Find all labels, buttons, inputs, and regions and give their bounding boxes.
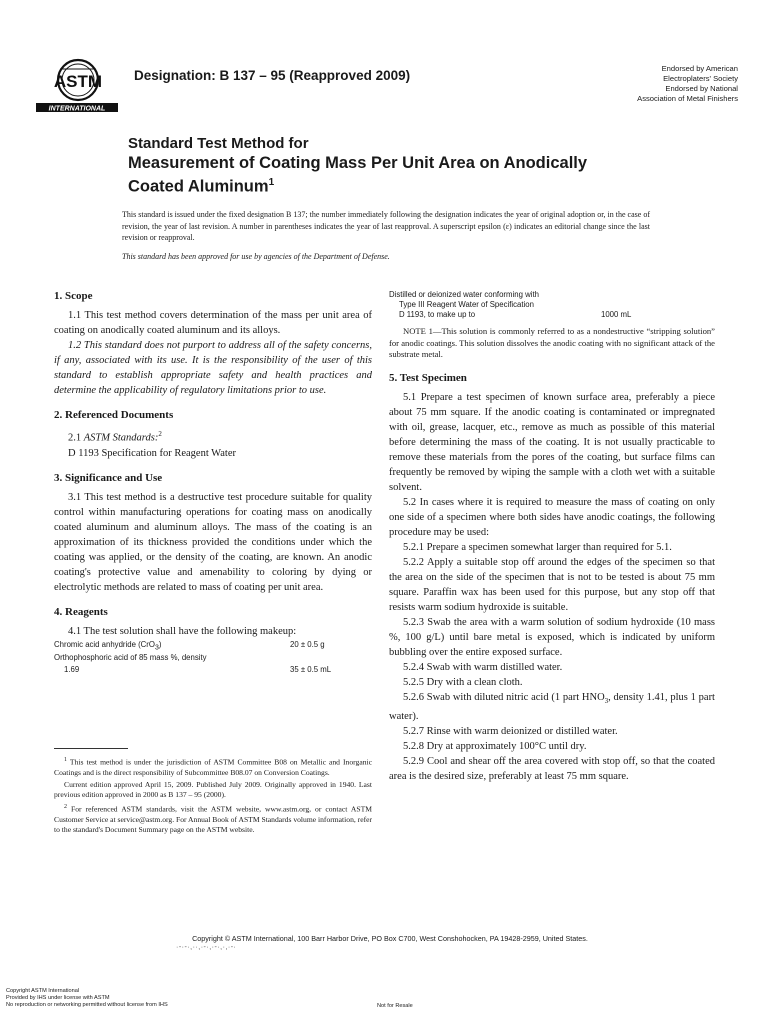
section-heading-test-specimen: 5. Test Specimen [389,371,467,384]
logo-subtext: INTERNATIONAL [48,105,106,113]
paragraph-3-1: 3.1 This test method is a destructive test procedure suitable for quality control within manufacturing operations for coating mass on anodically coated aluminum and aluminum alloys. The mass of the coating is an approximation of its thickness provided the conditions under which the coating was applied, or the density of the coating, are known. An anodic coating's protective value and amenability to coloring by dying or electrolytic methods are related to mass of coating per unit area. [54,491,372,593]
footnote-divider [54,748,128,749]
paragraph-5-2-4: 5.2.4 Swab with warm distilled water. [403,661,563,673]
section-heading-scope: 1. Scope [54,290,93,302]
paragraph-5-2-5: 5.2.5 Dry with a clean cloth. [403,676,523,688]
not-for-resale: Not for Resale [377,1003,413,1009]
title-line-1: Standard Test Method for [128,135,309,152]
document-title [128,134,688,197]
reagent-water-line: D 1193, to make up to [399,310,476,319]
paragraph-5-2-2: 5.2.2 Apply a suitable stop off around the edges of the specimen so that the area on the side of the specimen that is not to be tested is about 75 mm square. Paraffin wax has been used for this purpose, but any stop off that resists warm sodium hydroxide is suitable. [389,556,715,613]
footnote-1: $^1$ This test method is under the jurisdiction of ASTM Committee B08 on Metallic and Inorganic Coatings and is the direct responsibility of Subcommittee B08.07 on Conversion Coatings. [54,757,372,777]
section-heading-significance: 3. Significance and Use [54,471,163,484]
left-column [54,289,372,675]
paragraph-5-2-3: 5.2.3 Swab the area with a warm solution of sodium hydroxide (10 mass %, 100 g/L) until bare metal is exposed, which is indicated by uniform bubbling over the entire exposed surface. [389,616,715,658]
reagent-water-amount: 1000 mL [601,310,632,319]
title-line-2: Measurement of Coating Mass Per Unit Area on Anodically [128,154,588,172]
endorsement-line: Endorsed by American [661,64,738,73]
endorsement-line: Endorsed by National [665,84,738,93]
endorsements [538,64,738,104]
reagent-water-row [389,310,715,320]
footnote-1-edition: Current edition approved April 15, 2009. Published July 2009. Originally approved in 1940. Last previous edition approved in 2000 as B 137 – 95 (2000). [54,779,372,800]
dod-note: This standard has been approved for use by agencies of the Department of Defense. [122,252,390,261]
section-heading-referenced-documents: 2. Referenced Documents [54,409,174,421]
reagent-name: Orthophosphoric acid of 85 mass %, density [54,653,207,663]
license-line: Provided by IHS under license with ASTM [6,995,110,1001]
paragraph-5-2-1: 5.2.1 Prepare a specimen somewhat larger than required for 5.1. [403,541,672,553]
right-column [389,289,715,784]
title-footnote-mark: 1 [268,177,275,188]
reagent-water-line: Type III Reagent Water of Specification [399,300,534,309]
copyright-notice: Copyright © ASTM International, 100 Barr Harbor Drive, PO Box C700, West Conshohocken, PA 19428-2959, United States. [192,934,588,943]
paragraph-5-2-6: 5.2.6 Swab with diluted nitric acid (1 part $HNO_3$, density 1.41, plus 1 part water). [389,691,715,722]
endorsement-line: Electroplaters' Society [663,74,738,83]
astm-logo [34,56,120,116]
reagent-row [54,665,372,675]
footnote-2: $^2$ For referenced ASTM standards, visit the ASTM website, www.astm.org, or contact ASTM Customer Service at service@astm.org. For Annual Book of ASTM Standards volume information, refer to the standard's Document Summary page on the ASTM website. [54,804,372,835]
section-heading-reagents: 4. Reagents [54,605,108,618]
license-line: No reproduction or networking permitted without license from IHS [6,1002,168,1008]
note-1: NOTE 1—This solution is commonly referred to as a nondestructive “stripping solution” for anodic coatings. This solution dissolves the anodic coating with no significant attack of the substrate metal. [389,326,715,359]
paragraph-5-2-7: 5.2.7 Rinse with warm deionized or distilled water. [403,725,618,737]
license-notice [6,988,168,1009]
reagent-water-line: Distilled or deionized water conforming with [389,290,539,299]
reagent-name: Chromic acid anhydride (CrO$_3$) [54,639,162,652]
paragraph-1-1: 1.1 This test method covers determination of the mass per unit area of coating on anodically coated aluminum and its alloys. [54,310,372,336]
paragraph-5-1: 5.1 Prepare a test specimen of known surface area, preferably a piece about 75 mm square. If the anodic coating is contaminated or impregnated with oil, grease, lacquer, etc., remove as much as possible of this material before determining the mass of the coating. It is not usually practicable to remove these materials from the pores of the coating, but surface films can frequently be removed by wiping the sample with a cloth wet with a suitable solvent. [389,391,715,493]
endorsement-line: Association of Metal Finishers [637,94,738,103]
title-line-3: Coated Aluminum$^1$ [128,177,275,196]
reagent-density: 1.69 [64,665,80,675]
reagent-water [389,290,715,320]
reference-d1193: D 1193 Specification for Reagent Water [68,447,236,459]
paragraph-5-2: 5.2 In cases where it is required to measure the mass of coating on only one side of a specimen where both sides have anodic coatings, the following procedure may be used: [389,496,715,538]
paragraph-1-2: 1.2 This standard does not purport to address all of the safety concerns, if any, associated with its use. It is the responsibility of the user of this standard to establish appropriate safety and health practices and determine the applicability of regulatory limitations prior to use. [54,340,372,396]
footer-dots: ·-·-·,··,·-·,·-·,·,·-· [176,944,237,951]
intro-paragraph: This standard is issued under the fixed designation B 137; the number immediately following the designation indicates the year of original adoption or, in the case of revision, the year of last revision. A number in parentheses indicates the year of last reapproval. A superscript epsilon (ε) indicates an editorial change since the last revision or reapproval. [122,210,650,242]
paragraph-2-1: 2.1 ASTM Standards:$^2$ [68,430,162,444]
reagent-amount: 20 ± 0.5 g [290,639,325,649]
paragraph-5-2-9: 5.2.9 Cool and shear off the area covered with stop off, so that the coated area is the desired size, preferably at least 75 mm square. [389,755,715,782]
license-line: Copyright ASTM International [6,988,80,994]
logo-lettering: ASTM [53,72,103,91]
reagent-amount: 35 ± 0.5 mL [290,665,332,675]
designation: Designation: B 137 – 95 (Reapproved 2009) [134,68,411,83]
reagent-row [54,640,372,654]
reagent-table [54,640,372,676]
footnotes [54,755,372,835]
paragraph-5-2-8: 5.2.8 Dry at approximately 100°C until dry. [403,740,587,752]
paragraph-4-1: 4.1 The test solution shall have the following makeup: [68,625,297,637]
